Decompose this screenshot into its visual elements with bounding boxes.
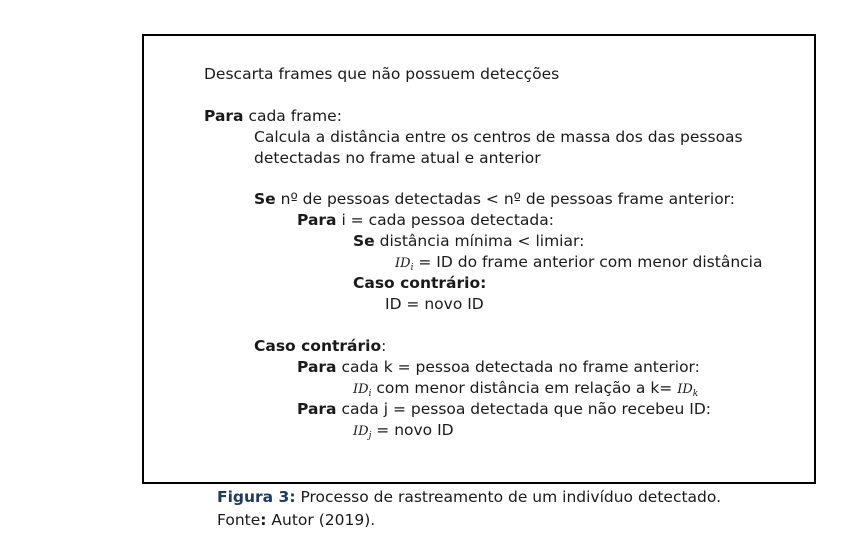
keyword-se: Se bbox=[353, 232, 375, 250]
algo-line-for-each-person bbox=[297, 210, 554, 230]
figure-caption-text: Processo de rastreamento de um indivíduo detectado. bbox=[295, 488, 722, 506]
algo-line-discard bbox=[204, 64, 559, 84]
algo-line-else-outer bbox=[254, 336, 386, 356]
keyword-para: Para bbox=[204, 107, 244, 125]
keyword-para: Para bbox=[297, 400, 337, 418]
var-subscript: k bbox=[692, 389, 699, 399]
algo-text: i = cada pessoa detectada: bbox=[336, 211, 554, 229]
algo-text: = novo ID bbox=[371, 421, 454, 439]
algo-text: = ID do frame anterior com menor distância bbox=[413, 253, 763, 271]
var-subscript: i bbox=[368, 389, 372, 399]
algo-text: com menor distância em relação a k= bbox=[371, 379, 678, 397]
algo-text: cada j = pessoa detectada que não recebeu ID: bbox=[336, 400, 711, 418]
algo-line-assign-new-id bbox=[353, 420, 454, 446]
algo-text: Calcula a distância entre os centros de massa dos das pessoas bbox=[254, 128, 743, 146]
source-text: Autor (2019). bbox=[266, 511, 376, 529]
algo-line-compute-distance bbox=[254, 127, 743, 147]
algo-text: cada frame: bbox=[243, 107, 342, 125]
var-subscript: j bbox=[368, 431, 372, 441]
algo-text: distância mínima < limiar: bbox=[374, 232, 585, 250]
algo-colon: : bbox=[381, 337, 387, 355]
algo-line-for-each-frame bbox=[204, 106, 342, 126]
figure-caption bbox=[217, 487, 721, 507]
algo-line-new-id bbox=[385, 294, 484, 314]
keyword-caso-contrario: Caso contrário bbox=[254, 337, 382, 355]
keyword-caso-contrario: Caso contrário bbox=[353, 274, 481, 292]
algo-text: detectadas no frame atual e anterior bbox=[254, 149, 541, 167]
var-subscript: i bbox=[410, 263, 414, 273]
algo-text: Descarta frames que não possuem detecções bbox=[204, 65, 560, 83]
var-id: ID bbox=[353, 424, 369, 439]
var-id: ID bbox=[353, 382, 369, 397]
algo-line-for-each-unassigned bbox=[297, 399, 711, 419]
algo-text: nº de pessoas detectadas < nº de pessoas frame anterior: bbox=[275, 190, 735, 208]
algo-line-if-threshold bbox=[353, 231, 584, 251]
var-id: ID bbox=[677, 382, 693, 397]
source-label: Fonte bbox=[217, 511, 261, 529]
keyword-colon: : bbox=[480, 274, 487, 292]
keyword-se: Se bbox=[254, 190, 276, 208]
figure-source bbox=[217, 510, 375, 530]
keyword-para: Para bbox=[297, 358, 337, 376]
algo-text: cada k = pessoa detectada no frame anterior: bbox=[336, 358, 700, 376]
figure-label: Figura 3: bbox=[217, 488, 296, 506]
source-colon: : bbox=[260, 511, 267, 529]
var-id: ID bbox=[395, 256, 411, 271]
keyword-para: Para bbox=[297, 211, 337, 229]
algo-line-else-inner bbox=[353, 273, 486, 293]
algo-line-for-each-prev bbox=[297, 357, 700, 377]
algo-line-compute-distance-cont bbox=[254, 148, 541, 168]
algo-line-if-count bbox=[254, 189, 735, 209]
algo-text: ID = novo ID bbox=[385, 295, 484, 313]
